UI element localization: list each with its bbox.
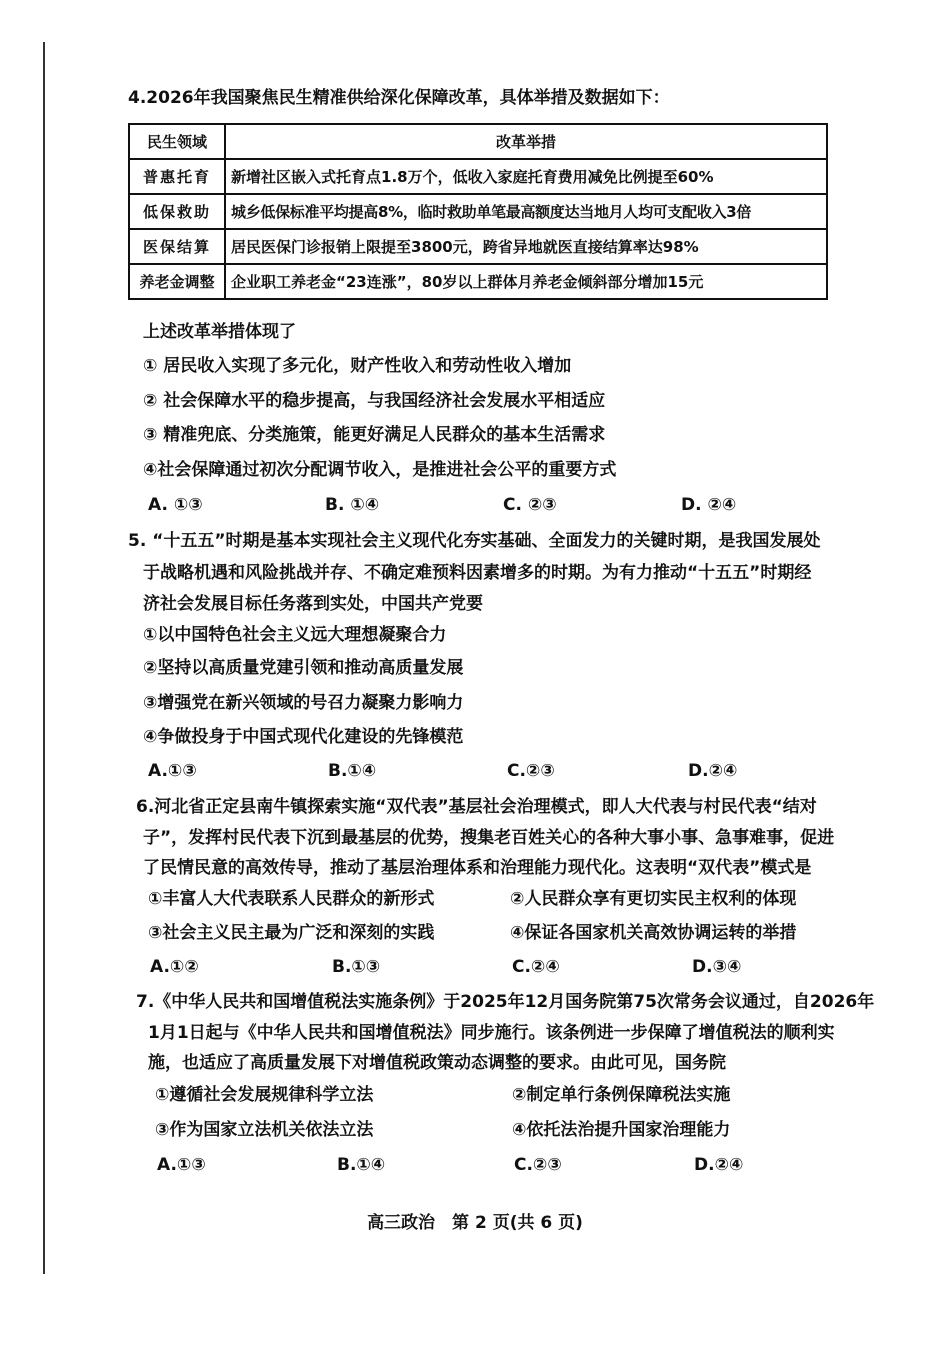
- q7-choice-c: C.②③: [514, 1155, 562, 1175]
- table-row: [129, 264, 827, 299]
- table-cell-field: 低保救助: [129, 194, 225, 229]
- q6-choice-b: B.①③: [332, 957, 381, 977]
- q5-item-4: ④争做投身于中国式现代化建设的先锋模范: [143, 727, 464, 747]
- table-header-row: [129, 124, 827, 159]
- q6-stem-line-3: 了民情民意的高效传导，推动了基层治理体系和治理能力现代化。这表明“双代表”模式是: [143, 858, 812, 878]
- table-cell-measure: 新增社区嵌入式托育点1.8万个，低收入家庭托育费用减免比例提至60%: [225, 159, 827, 194]
- q7-item-1: ①遵循社会发展规律科学立法: [155, 1085, 374, 1105]
- q6-choice-d: D.③④: [692, 957, 742, 977]
- q4-choice-d: D. ②④: [681, 495, 737, 515]
- table-cell-measure: 城乡低保标准平均提高8%，临时救助单笔最高额度达当地月人均可支配收入3倍: [225, 194, 827, 229]
- q4-item-3: ③ 精准兜底、分类施策，能更好满足人民群众的基本生活需求: [143, 425, 606, 445]
- q5-item-2: ②坚持以高质量党建引领和推动高质量发展: [143, 658, 464, 678]
- binding-margin-line: [43, 42, 45, 1274]
- q7-choice-b: B.①④: [337, 1155, 386, 1175]
- q6-choice-c: C.②④: [512, 957, 560, 977]
- reform-table: [128, 123, 828, 300]
- q5-choice-d: D.②④: [688, 761, 738, 781]
- q7-item-4: ④依托法治提升国家治理能力: [512, 1120, 731, 1140]
- q5-choice-a: A.①③: [148, 761, 197, 781]
- q4-item-4: ④社会保障通过初次分配调节收入，是推进社会公平的重要方式: [143, 460, 617, 480]
- q4-choice-b: B. ①④: [325, 495, 380, 515]
- q5-stem-line-2: 于战略机遇和风险挑战并存、不确定难预料因素增多的时期。为有力推动“十五五”时期经: [143, 563, 812, 583]
- q5-item-3: ③增强党在新兴领域的号召力凝聚力影响力: [143, 693, 464, 713]
- table-cell-field: 医保结算: [129, 229, 225, 264]
- q4-stem: 4.2026年我国聚焦民生精准供给深化保障改革，具体举措及数据如下：: [128, 88, 670, 108]
- q7-stem-line-1: 7.《中华人民共和国增值税法实施条例》于2025年12月国务院第75次常务会议通过，自2026年: [136, 992, 875, 1012]
- table-row: [129, 194, 827, 229]
- q7-choice-a: A.①③: [157, 1155, 206, 1175]
- table-header-field: 民生领域: [129, 124, 225, 159]
- table-cell-field: 养老金调整: [129, 264, 225, 299]
- table-cell-field: 普惠托育: [129, 159, 225, 194]
- q5-stem-line-3: 济社会发展目标任务落到实处，中国共产党要: [143, 594, 483, 614]
- q5-choice-c: C.②③: [507, 761, 555, 781]
- table-cell-measure: 企业职工养老金“23连涨”，80岁以上群体月养老金倾斜部分增加15元: [225, 264, 827, 299]
- q4-choice-c: C. ②③: [503, 495, 557, 515]
- q4-item-1: ① 居民收入实现了多元化，财产性收入和劳动性收入增加: [143, 356, 572, 376]
- table-header-measure: 改革举措: [225, 124, 827, 159]
- q6-stem-line-2: 子”，发挥村民代表下沉到最基层的优势，搜集老百姓关心的各种大事小事、急事难事，促进: [143, 828, 835, 848]
- page-footer: 高三政治 第 2 页(共 6 页): [367, 1213, 583, 1233]
- q7-item-3: ③作为国家立法机关依法立法: [155, 1120, 374, 1140]
- q6-item-3: ③社会主义民主最为广泛和深刻的实践: [148, 923, 435, 943]
- q7-stem-line-2: 1月1日起与《中华人民共和国增值税法》同步施行。该条例进一步保障了增值税法的顺利实: [148, 1023, 835, 1043]
- q5-item-1: ①以中国特色社会主义远大理想凝聚合力: [143, 625, 447, 645]
- table-cell-measure: 居民医保门诊报销上限提至3800元，跨省异地就医直接结算率达98%: [225, 229, 827, 264]
- table-row: [129, 229, 827, 264]
- q4-prompt: 上述改革举措体现了: [143, 322, 296, 342]
- q5-stem-line-1: 5. “十五五”时期是基本实现社会主义现代化夯实基础、全面发力的关键时期，是我国发展处: [128, 531, 821, 551]
- q7-stem-line-3: 施，也适应了高质量发展下对增值税政策动态调整的要求。由此可见，国务院: [148, 1053, 726, 1073]
- q4-choice-a: A. ①③: [148, 495, 203, 515]
- q6-item-1: ①丰富人大代表联系人民群众的新形式: [148, 889, 435, 909]
- q6-item-4: ④保证各国家机关高效协调运转的举措: [510, 923, 797, 943]
- q6-choice-a: A.①②: [150, 957, 199, 977]
- table-row: [129, 159, 827, 194]
- q7-choice-d: D.②④: [694, 1155, 744, 1175]
- q7-item-2: ②制定单行条例保障税法实施: [512, 1085, 731, 1105]
- q4-item-2: ② 社会保障水平的稳步提高，与我国经济社会发展水平相适应: [143, 391, 606, 411]
- q6-item-2: ②人民群众享有更切实民主权利的体现: [510, 889, 797, 909]
- q5-choice-b: B.①④: [328, 761, 377, 781]
- q6-stem-line-1: 6.河北省正定县南牛镇探索实施“双代表”基层社会治理模式，即人大代表与村民代表“结对: [136, 797, 817, 817]
